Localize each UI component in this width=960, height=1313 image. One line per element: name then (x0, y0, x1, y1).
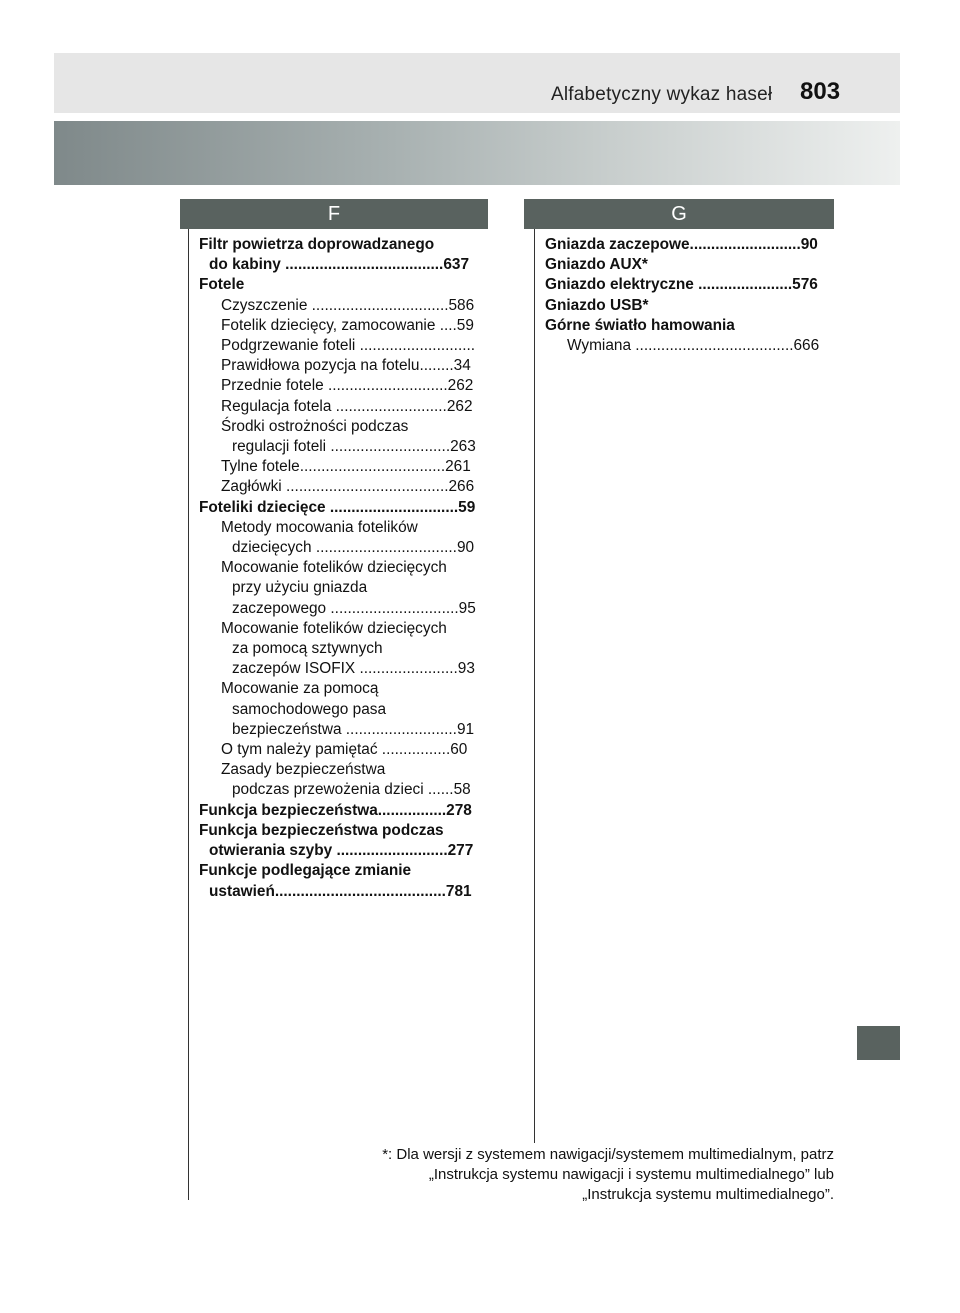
index-subentry: Przednie fotele ............................262 (221, 377, 474, 395)
index-entry: do kabiny .....................................637 (209, 256, 470, 274)
index-entry: Foteliki dziecięce ..............................59 (199, 498, 476, 516)
footnote-line: *: Dla wersji z systemem nawigacji/systemem multimedialnym, patrz (382, 1146, 834, 1163)
index-subentry: Zagłówki ......................................266 (221, 478, 475, 496)
index-subentry: O tym należy pamiętać ................60 (221, 741, 468, 759)
index-subentry: Mocowanie fotelików dziecięcych (221, 619, 447, 637)
index-subentry: Metody mocowania fotelików (221, 518, 418, 536)
index-entry: Funkcja bezpieczeństwa podczas (199, 821, 444, 839)
index-entry: Gniazdo elektryczne ......................576 (545, 276, 818, 294)
index-subentry: regulacji foteli ............................263 (232, 438, 476, 456)
index-subentry: Fotelik dziecięcy, zamocowanie ....59 (221, 316, 474, 334)
footnote (314, 1145, 834, 1205)
index-subentry: zaczepów ISOFIX .......................93 (232, 660, 475, 678)
index-entry: Gniazdo AUX* (545, 256, 648, 274)
index-column-f (199, 235, 489, 902)
index-entry: Gniazda zaczepowe..........................90 (545, 236, 818, 253)
index-entry: Gniazdo USB* (545, 296, 649, 314)
index-entry: otwierania szyby ..........................277 (209, 842, 474, 860)
index-subentry: Wymiana .....................................666 (567, 337, 820, 355)
index-subentry: Regulacja fotela ..........................262 (221, 397, 473, 415)
index-subentry: Mocowanie za pomocą (221, 680, 379, 698)
index-subentry: samochodowego pasa (232, 700, 387, 718)
index-subentry: podczas przewożenia dzieci ......58 (232, 781, 471, 799)
index-subentry: Prawidłowa pozycja na fotelu........34 (221, 357, 471, 375)
index-entry: Fotele (199, 276, 245, 294)
index-subentry: Podgrzewanie foteli ........................... (221, 337, 476, 355)
index-subentry: za pomocą sztywnych (232, 640, 383, 658)
index-column-g (545, 235, 833, 356)
index-subentry: przy użyciu gniazda (232, 579, 368, 597)
index-entry: Górne światło hamowania (545, 316, 735, 334)
section-banner (54, 121, 900, 185)
index-subentry: Czyszczenie ................................586 (221, 296, 475, 314)
thumb-index-tab (857, 1026, 900, 1060)
index-entry: ustawień........................................781 (209, 882, 472, 900)
index-subentry: Zasady bezpieczeństwa (221, 761, 386, 779)
column-divider-middle (534, 229, 535, 1143)
index-subentry: bezpieczeństwa ..........................91 (232, 720, 475, 738)
footnote-line: „Instrukcja systemu nawigacji i systemu multimedialnego” lub (428, 1166, 834, 1183)
index-subentry: Środki ostrożności podczas (221, 417, 409, 435)
page-number: 803 (800, 78, 841, 105)
section-header-f: F (180, 199, 488, 229)
index-entry: Funkcje podlegające zmianie (199, 862, 412, 880)
column-divider-left (188, 229, 189, 1200)
footnote-line: „Instrukcja systemu multimedialnego”. (582, 1186, 834, 1203)
index-subentry: Mocowanie fotelików dziecięcych (221, 559, 447, 577)
index-subentry: zaczepowego ..............................95 (232, 599, 476, 617)
index-subentry: dziecięcych .................................90 (232, 539, 475, 557)
index-entry: Funkcja bezpieczeństwa................278 (199, 801, 472, 819)
section-header-g: G (524, 199, 834, 229)
page-title: Alfabetyczny wykaz haseł (551, 84, 773, 105)
index-subentry: Tylne fotele..................................261 (221, 458, 471, 476)
index-entry: Filtr powietrza doprowadzanego (199, 236, 435, 253)
header-bar (54, 53, 900, 113)
